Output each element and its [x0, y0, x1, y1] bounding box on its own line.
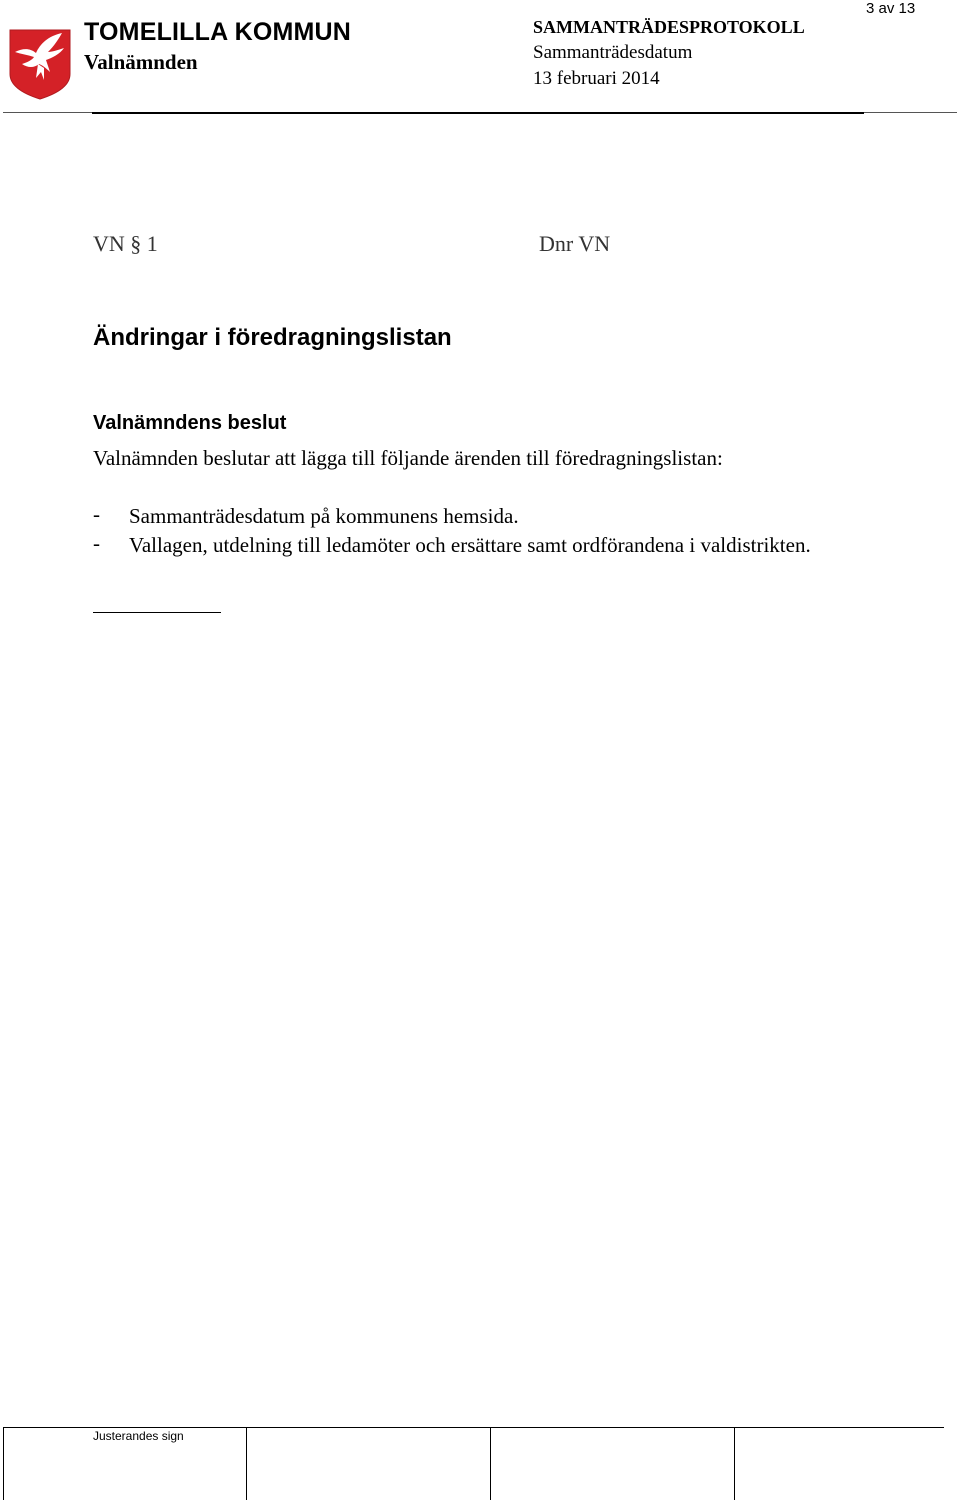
- page-counter: 3 av 13: [866, 0, 916, 17]
- decision-text: Valnämnden beslutar att lägga till följande ärenden till föredragningslistan:: [93, 446, 723, 470]
- signature-box-divider: [3, 1427, 4, 1500]
- meeting-date-label: Sammanträdesdatum: [533, 42, 693, 63]
- signature-box-divider: [490, 1427, 491, 1500]
- signature-label: Justerandes sign: [93, 1429, 184, 1443]
- signature-box-divider: [734, 1427, 735, 1500]
- decision-heading: Valnämndens beslut: [93, 412, 287, 434]
- list-item: [93, 502, 853, 532]
- list-dash: -: [93, 531, 100, 555]
- coat-of-arms-bird-icon: [8, 28, 72, 100]
- list-item: [93, 531, 853, 591]
- list-item-text: Vallagen, utdelning till ledamöter och ersättare samt ordförandena i valdistrikten.: [129, 533, 811, 557]
- document-type: SAMMANTRÄDESPROTOKOLL: [533, 17, 805, 37]
- section-number: VN § 1: [93, 231, 158, 256]
- meeting-date-value: 13 februari 2014: [533, 68, 660, 89]
- section-end-rule: [93, 612, 221, 613]
- header-divider-accent: [92, 112, 864, 114]
- registration-number: Dnr VN: [539, 231, 611, 256]
- signature-box-divider: [246, 1427, 247, 1500]
- list-item-text: Sammanträdesdatum på kommunens hemsida.: [129, 504, 519, 528]
- section-title: Ändringar i föredragningslistan: [93, 324, 452, 351]
- footer-divider: [3, 1427, 944, 1428]
- organization-name: TOMELILLA KOMMUN: [84, 18, 352, 46]
- organization-unit: Valnämnden: [84, 50, 198, 74]
- coat-of-arms-logo: [8, 28, 72, 100]
- list-dash: -: [93, 502, 100, 526]
